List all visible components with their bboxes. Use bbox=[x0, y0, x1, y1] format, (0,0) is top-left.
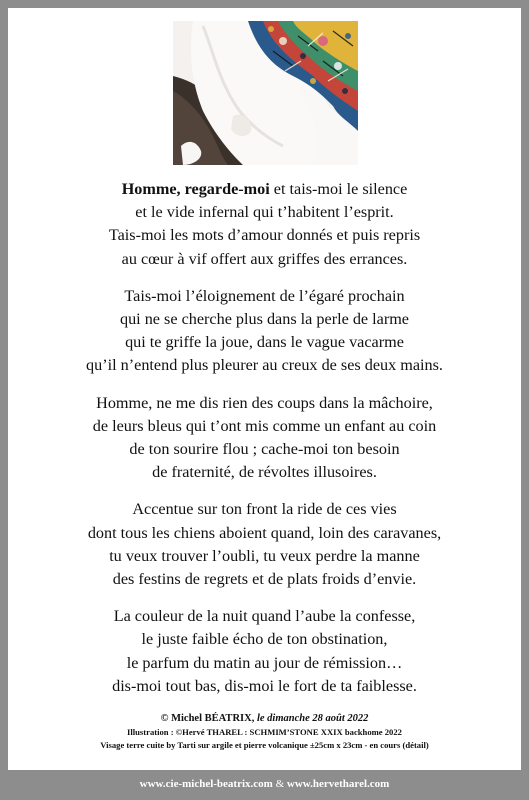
poem-line: de ton sourire flou ; cache-moi ton besoin bbox=[129, 440, 400, 459]
stanza-5 bbox=[8, 605, 521, 698]
poem-line: Tais-moi l’éloignement de l’égaré prochain bbox=[124, 286, 405, 305]
poem-page bbox=[8, 8, 521, 770]
poem-line: Homme, ne me dis rien des coups dans la mâchoire, bbox=[96, 393, 433, 412]
stanza-3 bbox=[8, 392, 521, 485]
link-cie-michel-beatrix[interactable]: www.cie-michel-beatrix.com bbox=[139, 778, 273, 790]
poem-line: Accentue sur ton front la ride de ces vies bbox=[132, 500, 397, 519]
poem-line: qui te griffe la joue, dans le vague vacarme bbox=[125, 333, 404, 352]
footer-links bbox=[0, 772, 529, 796]
stanza-1 bbox=[8, 178, 521, 271]
link-hervetharel[interactable]: www.hervetharel.com bbox=[286, 778, 390, 790]
poem-line: dont tous les chiens aboient quand, loin des caravanes, bbox=[87, 523, 442, 542]
poem-line: Tais-moi les mots d’amour donnés et puis repris bbox=[108, 226, 421, 245]
poem-title-phrase: Homme, regarde-moi bbox=[121, 180, 270, 198]
poem-line bbox=[8, 178, 521, 201]
poem-line: qui ne se cherche plus dans la perle de larme bbox=[119, 310, 409, 329]
poem-line: tu veux trouver l’oubli, tu veux perdre la manne bbox=[109, 546, 420, 565]
sculpture-illustration bbox=[173, 21, 358, 165]
ampersand: & bbox=[272, 778, 287, 790]
poem-line: La couleur de la nuit quand l’aube la confesse, bbox=[113, 607, 416, 626]
stanza-2 bbox=[8, 285, 521, 378]
illustration-credit: Illustration : ©Hervé THAREL : SCHMIM’STONE XXIX backhome 2022 bbox=[127, 727, 402, 737]
poem-line: de fraternité, de révoltes illusoires. bbox=[152, 463, 377, 482]
poem-line: des festins de regrets et de plats froids d’envie. bbox=[112, 570, 417, 589]
poem-date: le dimanche 28 août 2022 bbox=[254, 713, 369, 724]
poem-line: au cœur à vif offert aux griffes des errances. bbox=[121, 249, 408, 268]
poem-line: le juste faible écho de ton obstination, bbox=[141, 630, 388, 649]
poem-line-rest: et tais-moi le silence bbox=[269, 180, 408, 198]
author-name: © Michel BÉATRIX, bbox=[160, 713, 255, 724]
visage-credit: Visage terre cuite by Tarti sur argile et pierre volcanique ±25cm x 23cm - en cours (détail) bbox=[100, 740, 429, 750]
illustration-image bbox=[173, 21, 358, 165]
poem-line: qu’il n’entend plus pleurer au creux de ses deux mains. bbox=[86, 356, 443, 375]
stanza-4 bbox=[8, 498, 521, 591]
poem-line: et le vide infernal qui t’habitent l’esprit. bbox=[135, 203, 394, 222]
poem-text bbox=[8, 178, 521, 712]
poem-line: le parfum du matin au jour de rémission… bbox=[126, 653, 403, 672]
poem-line: dis-moi tout bas, dis-moi le fort de ta faiblesse. bbox=[112, 676, 417, 695]
poem-line: de leurs bleus qui t’ont mis comme un enfant au coin bbox=[92, 416, 437, 435]
credits-block bbox=[8, 711, 521, 752]
author-line bbox=[8, 711, 521, 726]
